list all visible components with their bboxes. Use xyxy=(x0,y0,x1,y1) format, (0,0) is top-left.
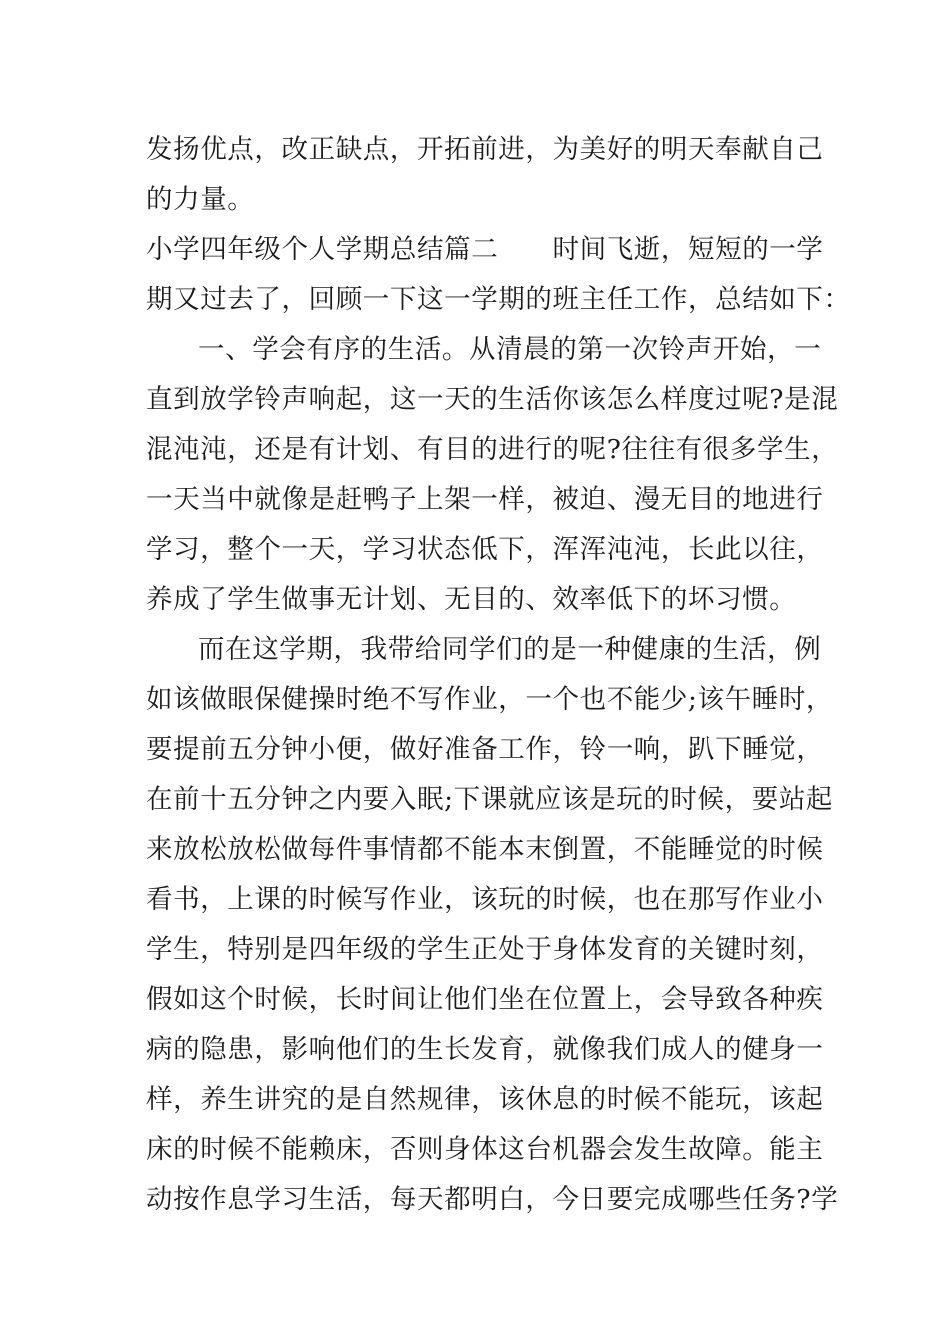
text-line: 动按作息学习生活，每天都明白，今日要完成哪些任务?学 xyxy=(146,1184,839,1215)
text-line: 在前十五分钟之内要入眠;下课就应该是玩的时候，要站起 xyxy=(146,784,834,815)
text-line: 小学四年级个人学期总结篇二 时间飞逝，短短的一学 xyxy=(146,234,824,265)
paragraph-first-line: 而在这学期，我带给同学们的是一种健康的生活，例 xyxy=(198,634,822,665)
text-line: 学习，整个一天，学习状态低下，浑浑沌沌，长此以往， xyxy=(146,534,824,565)
text-line: 床的时候不能赖床，否则身体这台机器会发生故障。能主 xyxy=(146,1134,824,1165)
text-line: 看书，上课的时候写作业，该玩的时候，也在那写作业小 xyxy=(146,884,824,915)
text-line: 直到放学铃声响起，这一天的生活你该怎么样度过呢?是混 xyxy=(146,384,839,415)
text-line: 来放松放松做每件事情都不能本末倒置，不能睡觉的时候 xyxy=(146,834,824,865)
text-line: 发扬优点，改正缺点，开拓前进，为美好的明天奉献自己 xyxy=(146,134,824,165)
text-line: 混沌沌，还是有计划、有目的进行的呢?往往有很多学生， xyxy=(146,434,839,465)
text-line: 假如这个时候，长时间让他们坐在位置上，会导致各种疾 xyxy=(146,984,824,1015)
text-line: 养成了学生做事无计划、无目的、效率低下的坏习惯。 xyxy=(146,584,797,615)
text-line: 样，养生讲究的是自然规律，该休息的时候不能玩，该起 xyxy=(146,1084,824,1115)
paragraph-first-line: 一、学会有序的生活。从清晨的第一次铃声开始，一 xyxy=(198,334,822,365)
text-line: 一天当中就像是赶鸭子上架一样，被迫、漫无目的地进行 xyxy=(146,484,824,515)
text-line: 如该做眼保健操时绝不写作业，一个也不能少;该午睡时， xyxy=(146,684,834,715)
text-line: 的力量。 xyxy=(146,184,255,215)
text-line: 学生，特别是四年级的学生正处于身体发育的关键时刻， xyxy=(146,934,824,965)
text-line: 要提前五分钟小便，做好准备工作，铃一响，趴下睡觉， xyxy=(146,734,824,765)
text-line: 期又过去了，回顾一下这一学期的班主任工作，总结如下： xyxy=(146,284,851,315)
text-line: 病的隐患，影响他们的生长发育，就像我们成人的健身一 xyxy=(146,1034,824,1065)
